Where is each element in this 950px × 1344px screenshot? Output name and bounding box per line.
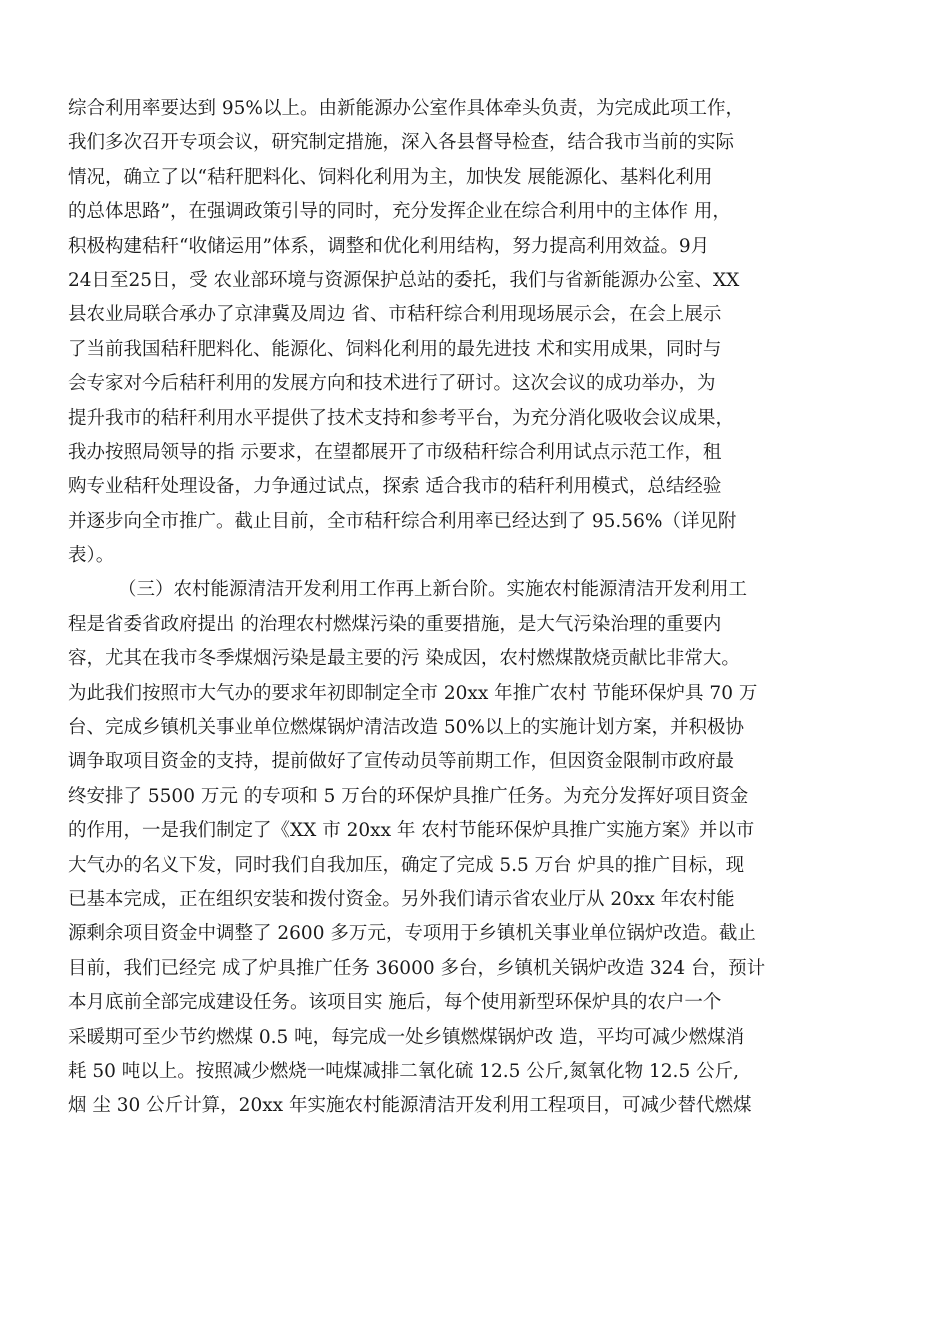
text-line: 源剩余项目资金中调整了 2600 多万元，专项用于乡镇机关事业单位锅炉改造。截止	[68, 923, 756, 945]
text-line: 的作用，一是我们制定了《XX 市 20xx 年 农村节能环保炉具推广实施方案》并以市	[68, 820, 755, 842]
text-line: 购专业秸秆处理设备，力争通过试点，探索 适合我市的秸秆利用模式，总结经验	[68, 476, 722, 498]
text-line: 大气办的名义下发，同时我们自我加压，确定了完成 5.5 万台 炉具的推广目标，现	[68, 854, 745, 876]
text-line: 终安排了 5500 万元 的专项和 5 万台的环保炉具推广任务。为充分发挥好项目资金	[68, 785, 749, 807]
text-line: 的总体思路”，在强调政策引导的同时，充分发挥企业在综合利用中的主体作 用，	[68, 201, 731, 223]
text-line: 我们多次召开专项会议，研究制定措施，深入各县督导检查，结合我市当前的实际	[68, 132, 735, 154]
text-line: 积极构建秸秆“收储运用”体系，调整和优化利用结构，努力提高利用效益。9月	[68, 235, 710, 257]
text-line: 烟 尘 30 公斤计算，20xx 年实施农村能源清洁开发利用工程项目，可减少替代燃煤	[68, 1095, 752, 1117]
text-line: 我办按照局领导的指 示要求，在望都展开了市级秸秆综合利用试点示范工作，租	[68, 441, 722, 463]
text-line: 耗 50 吨以上。按照减少燃烧一吨煤减排二氧化硫 12.5 公斤,氮氧化物 12.5 公斤,	[68, 1060, 739, 1082]
paragraph-rural-energy	[68, 573, 884, 1123]
text-line: 容，尤其在我市冬季煤烟污染是最主要的污 染成因，农村燃煤散烧贡献比非常大。	[68, 648, 740, 670]
text-line: 本月底前全部完成建设任务。该项目实 施后，每个使用新型环保炉具的农户一个	[68, 992, 722, 1014]
text-line: 并逐步向全市推广。截止目前，全市秸秆综合利用率已经达到了 95.56%（详见附	[68, 510, 737, 532]
document-body	[68, 92, 884, 1124]
text-line: 已基本完成，正在组织安装和拨付资金。另外我们请示省农业厅从 20xx 年农村能	[68, 888, 735, 910]
text-line: 县农业局联合承办了京津冀及周边 省、市秸秆综合利用现场展示会，在会上展示	[68, 304, 722, 326]
text-line: 了当前我国秸秆肥料化、能源化、饲料化利用的最先进技 术和实用成果，同时与	[68, 338, 722, 360]
text-line: 提升我市的秸秆利用水平提供了技术支持和参考平台，为充分消化吸收会议成果，	[68, 407, 735, 429]
text-line: 台、完成乡镇机关事业单位燃煤锅炉清洁改造 50%以上的实施计划方案，并积极协	[68, 717, 745, 739]
text-line: 情况，确立了以“秸秆肥料化、饲料化利用为主，加快发 展能源化、基料化利用	[68, 166, 713, 188]
text-line: 表）。	[68, 545, 115, 567]
text-line: 程是省委省政府提出 的治理农村燃煤污染的重要措施，是大气污染治理的重要内	[68, 613, 722, 635]
text-line: 24日至25日，受 农业部环境与资源保护总站的委托，我们与省新能源办公室、XX	[68, 269, 740, 291]
text-line: 为此我们按照市大气办的要求年初即制定全市 20xx 年推广农村 节能环保炉具 70 万	[68, 682, 758, 704]
text-line: 目前，我们已经完 成了炉具推广任务 36000 多台，乡镇机关锅炉改造 324 台，预计	[68, 957, 766, 979]
text-line: 会专家对今后秸秆利用的发展方向和技术进行了研讨。这次会议的成功举办，为	[68, 373, 716, 395]
section-heading-line: （三）农村能源清洁开发利用工作再上新台阶。实施农村能源清洁开发利用工	[118, 579, 748, 601]
text-line: 综合利用率要达到 95%以上。由新能源办公室作具体牵头负责，为完成此项工作，	[68, 98, 745, 119]
text-line: 调争取项目资金的支持，提前做好了宣传动员等前期工作，但因资金限制市政府最	[68, 751, 735, 773]
text-line: 采暖期可至少节约燃煤 0.5 吨，每完成一处乡镇燃煤锅炉改 造，平均可减少燃煤消	[68, 1026, 745, 1048]
paragraph-straw-utilization	[68, 92, 884, 573]
